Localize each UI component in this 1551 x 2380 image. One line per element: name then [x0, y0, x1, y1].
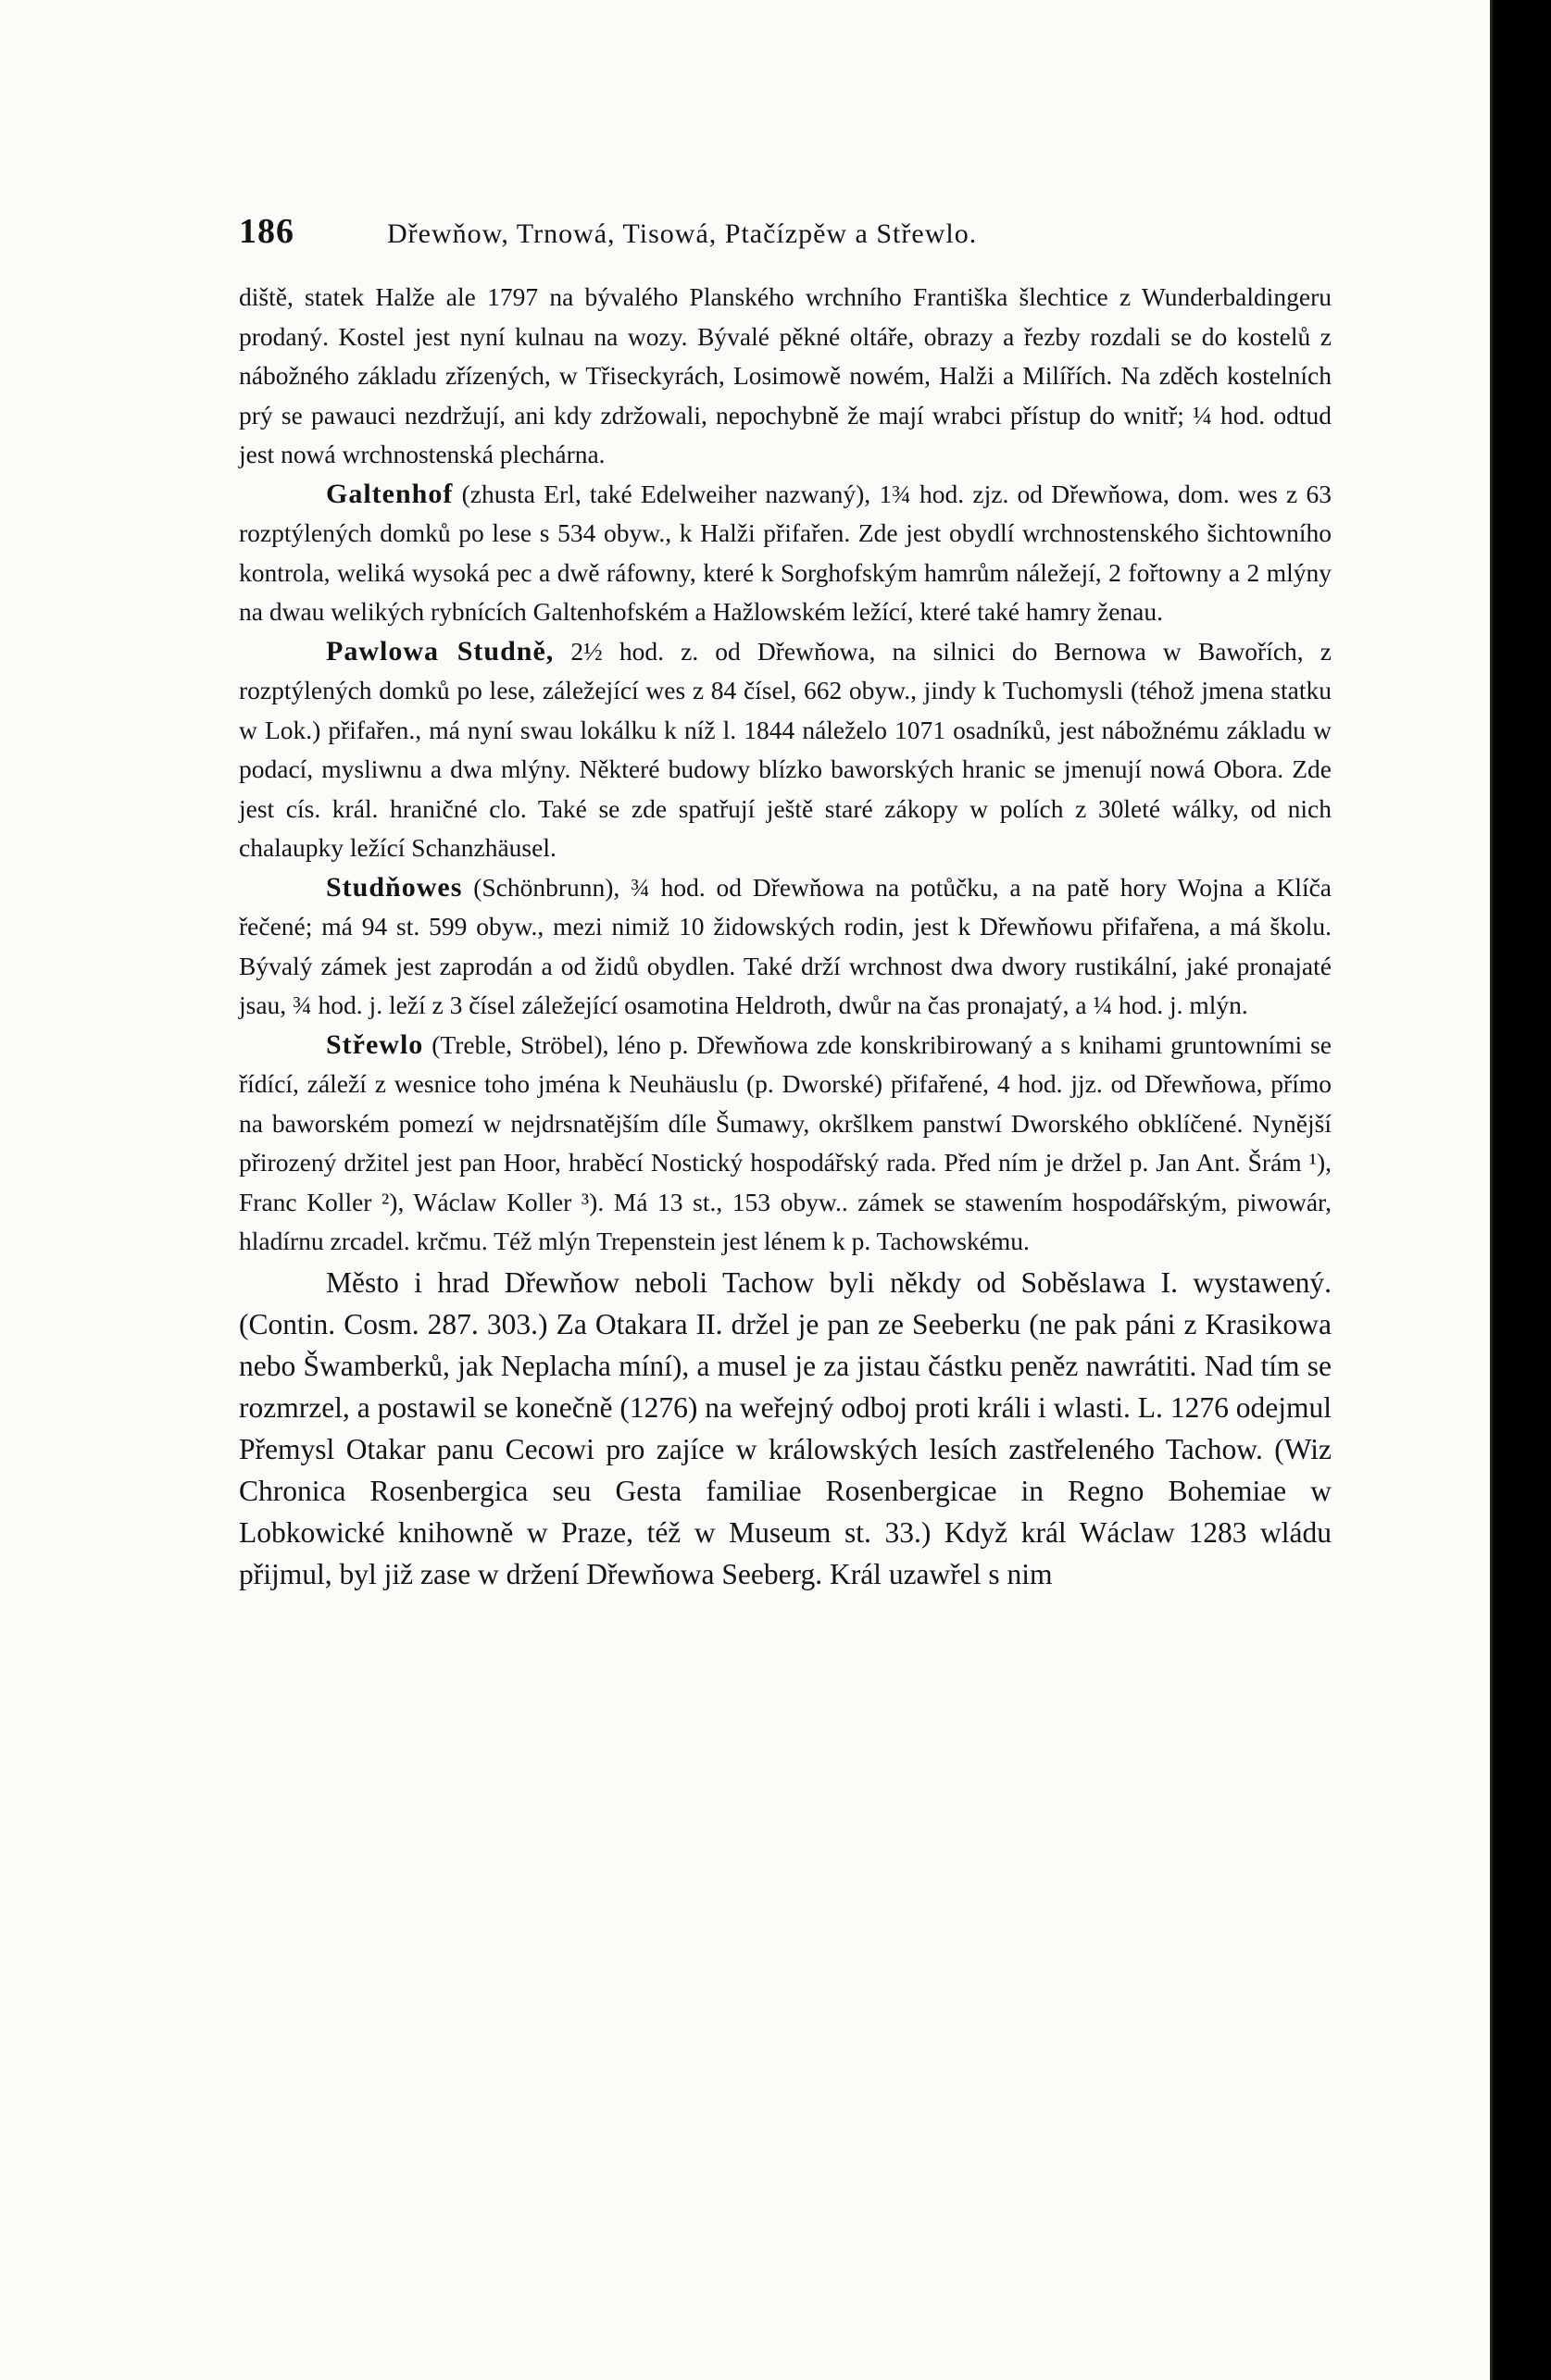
entry-heading: Střewlo: [326, 1028, 424, 1060]
entry-galtenhof: [239, 475, 1332, 632]
paragraph-text: Město i hrad Dřewňow neboli Tachow byli někdy od Soběslawa I. wystawený. (Contin. Cosm. 287. 303.) Za Otakara II. držel je pan ze Seeberku (ne pak páni z Krasikowa nebo Šwamberků, jak Neplacha míní), a musel je za jistau částku peněz nawrátiti. Nad tím se rozmrzel, a postawil se konečně (1276) na weřejný odboj proti králi i wlasti. L. 1276 odejmul Přemysl Otakar panu Cecowi pro zajíce w králowských lesích zastřeleného Tachow. (Wiz Chronica Rosenbergica seu Gesta familiae Rosenbergicae in Regno Bohemiae w Lobkowické knihowně w Praze, též w Museum st. 33.) Když král Wáclaw 1283 wládu přijmul, byl již zase w držení Dřewňowa Seeberg. Král uzawřel s nim: [239, 1265, 1332, 1590]
entry-text: (Schönbrunn), ¾ hod. od Dřewňowa na potůčku, a na patě hory Wojna a Klíča řečené; má 94 st. 599 obyw., mezi nimiž 10 židowských rodin, jest k Dřewňowu přifařena, a má školu. Bývalý zámek jest zaprodán a od židů obydlen. Také drží wrchnost dwa dwory rustikální, jaké pronajaté jsau, ¾ hod. j. leží z 3 čísel záležející osamotina Heldroth, dwůr na čas pronajatý, a ¼ hod. j. mlýn.: [239, 872, 1332, 1019]
page-header: [239, 211, 1332, 252]
entry-text: 2½ hod. z. od Dřewňowa, na silnici do Bernowa w Bawořích, z rozptýlených domků po lese, záležející wes z 84 čísel, 662 obyw., jindy k Tuchomysli (téhož jmena statku w Lok.) přifařen., má nyní swau lokálku k níž l. 1844 náleželo 1071 osadníků, jest nábožnému základu w podací, mysliwnu a dwa mlýny. Některé budowy blízko baworských hranic se jmenují nowá Obora. Zde jest cís. král. hraničné clo. Také se zde spatřují ještě staré zákopy w polích z 30leté wálky, od nich chalaupky ležící Schanzhäusel.: [239, 636, 1332, 862]
running-head: Dřewňow, Trnowá, Tisowá, Ptačízpěw a Střewlo.: [387, 218, 978, 249]
entry-heading: Studňowes: [326, 871, 463, 903]
page-text: [239, 211, 1332, 1595]
paragraph-text: diště, statek Halže ale 1797 na bývalého Planského wrchního Františka šlechtice z Wunderbaldingeru prodaný. Kostel jest nyní kulnau na wozy. Bývalé pěkné oltáře, obrazy a řezby rozdali se do kostelů z nábožného základu zřízených, w Třiseckyrách, Losimowě nowém, Halži a Milířích. Na zděch kostelních prý se pawauci nezdržují, ani kdy zdržowali, nepochybně že mají wrabci přístup do wnitř; ¼ hod. odtud jest nowá wrchnostenská plechárna.: [239, 282, 1332, 468]
entry-studnowes: [239, 868, 1332, 1026]
entry-heading: Pawlowa Studně,: [326, 635, 555, 667]
paragraph-continuation: [239, 278, 1332, 475]
entry-strewlo: [239, 1026, 1332, 1262]
entry-text: (zhusta Erl, také Edelweiher nazwaný), 1¾ hod. zjz. od Dřewňowa, dom. wes z 63 rozptýlených domků po lese s 534 obyw., k Halži přifařen. Zde jest obydlí wrchnostenského šichtowního kontrola, weliká wysoká pec a dwě ráfowny, které k Sorghofským hamrům náležejí, 2 fořtowny a 2 mlýny na dwau welikých rybnících Galtenhofském a Hažlowském ležící, které také hamry ženau.: [239, 479, 1332, 626]
scan-edge: [1502, 28, 1551, 2342]
history-paragraph: [239, 1262, 1332, 1595]
page-number: 186: [239, 212, 294, 251]
entry-heading: Galtenhof: [326, 478, 454, 509]
entry-pawlowa-studne: [239, 632, 1332, 868]
entry-text: (Treble, Ströbel), léno p. Dřewňowa zde konskribirowaný a s knihami gruntowními se řídící, záleží z wesnice toho jména k Neuhäuslu (p. Dworské) přifařené, 4 hod. jjz. od Dřewňowa, přímo na baworském pomezí w nejdrsnatějším díle Šumawy, okršlkem panstwí Dworského obklíčené. Nynější přirozený držitel jest pan Hoor, hraběcí Nostický hospodářský rada. Před ním je držel p. Jan Ant. Šrám ¹), Franc Koller ²), Wáclaw Koller ³). Má 13 st., 153 obyw.. zámek se stawením hospodářským, piwowár, hladírnu zrcadel. krčmu. Též mlýn Trepenstein jest lénem k p. Tachowskému.: [239, 1029, 1332, 1255]
